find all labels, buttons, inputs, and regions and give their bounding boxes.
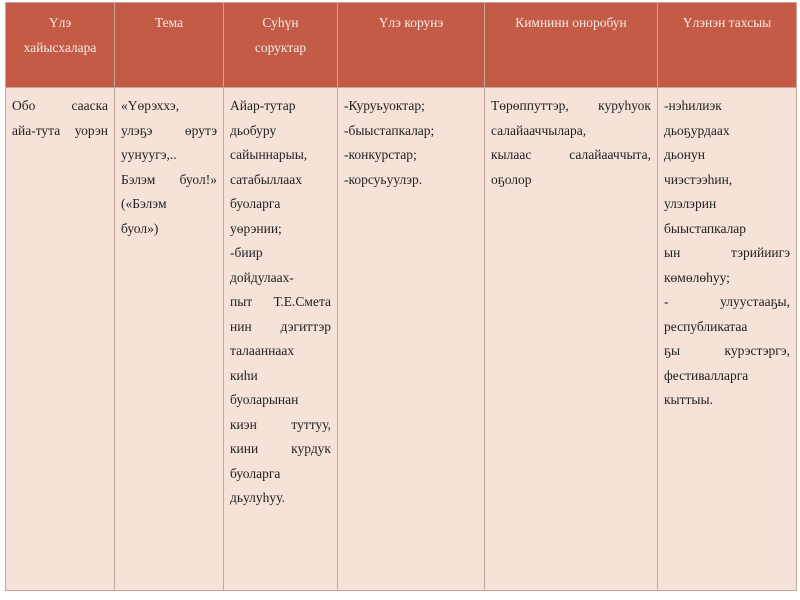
cell-text-line: Айар-тутар [230, 98, 296, 113]
cell-text-line: айа-тута уорэн [12, 122, 108, 138]
cell-text-line: салайааччылара, [491, 122, 587, 138]
cell-text-line: дьоҕурдаах [664, 122, 730, 138]
cell-text-line: нин дэгиттэр [230, 318, 331, 334]
cell-text-line: буоларынан [230, 392, 299, 407]
table-row [6, 88, 797, 591]
cell-text-line: быыстапкалар [664, 220, 747, 236]
cell-goals [224, 88, 338, 591]
cell-text-line: киэн туттуу, [230, 416, 331, 432]
cell-text-line: улэҕэ өрутэ [121, 122, 217, 138]
cell-text-line: дьонун [664, 147, 705, 162]
cell-text-line: улэлэрин [664, 196, 717, 211]
cell-text-line: -корсуьуулэр. [344, 171, 423, 187]
cell-text-line: ҕы курэстэргэ, [664, 343, 790, 358]
cell-text-line: оҕолор [491, 171, 532, 187]
cell-text-line: буоларга [230, 196, 281, 211]
cell-text-line: дьулуһуу. [230, 490, 285, 505]
header-cell: Кимнинн оноробун [485, 3, 658, 88]
cell-text-line: - улуустааҕы, [664, 294, 790, 309]
info-table [5, 2, 797, 591]
cell-text-line: буол») [121, 220, 159, 236]
cell-text-line: -конкурстар; [344, 147, 417, 162]
cell-text-line: фестивалларга [664, 367, 749, 383]
cell-text-line: ын тэрийиигэ [664, 245, 790, 260]
cell-text-line: -Куруьуоктар; [344, 98, 425, 113]
cell-text-line: -биир [230, 245, 263, 260]
cell-text-line: кылаас салайааччыта, [491, 147, 651, 162]
cell-text-line: кыттыы. [664, 392, 713, 407]
cell-result [658, 88, 797, 591]
cell-text-line: чиэстээһин, [664, 171, 733, 187]
header-cell: Суһүн соруктар [224, 3, 338, 88]
cell-text-line: көмөлөһуу; [664, 269, 730, 285]
cell-text-line: Төрөппуттэр, куруһуок [491, 98, 651, 113]
cell-text-line: Обо сааска [12, 98, 108, 113]
header-cell: Үлэ хайысхалара [6, 3, 115, 88]
cell-text-line: буоларга [230, 465, 281, 481]
cell-text-line: пыт Т.Е.Смета [230, 294, 331, 309]
header-cell: Тема [115, 3, 224, 88]
cell-text-line: дьобуру [230, 122, 277, 138]
cell-forms [338, 88, 485, 591]
cell-text-line: уунуугэ,.. [121, 147, 177, 162]
header-row [6, 3, 797, 88]
cell-text-line: республикатаа [664, 318, 748, 334]
cell-activity [6, 88, 115, 591]
cell-theme [115, 88, 224, 591]
cell-text-line: кини курдук [230, 441, 331, 456]
cell-text-line: сайыннарыы, [230, 147, 308, 162]
cell-text-line: -нэһилиэк [664, 98, 722, 113]
cell-text-line: Бэлэм буол!» [121, 171, 217, 187]
cell-text-line: уөрэнии; [230, 220, 282, 236]
cell-text-line: сатабыллаах [230, 171, 303, 187]
cell-text-line: дойдулаах- [230, 269, 294, 285]
header-cell: Үлэнэн тахсыы [658, 3, 797, 88]
cell-responsible [485, 88, 658, 591]
cell-text-line: талааннаах [230, 343, 295, 358]
cell-text-line: «Үөрэххэ, [121, 98, 180, 113]
cell-text-line: («Бэлэм [121, 196, 167, 211]
header-cell: Үлэ корунэ [338, 3, 485, 88]
cell-text-line: -быыстапкалар; [344, 122, 435, 138]
cell-text-line: киһи [230, 367, 258, 383]
